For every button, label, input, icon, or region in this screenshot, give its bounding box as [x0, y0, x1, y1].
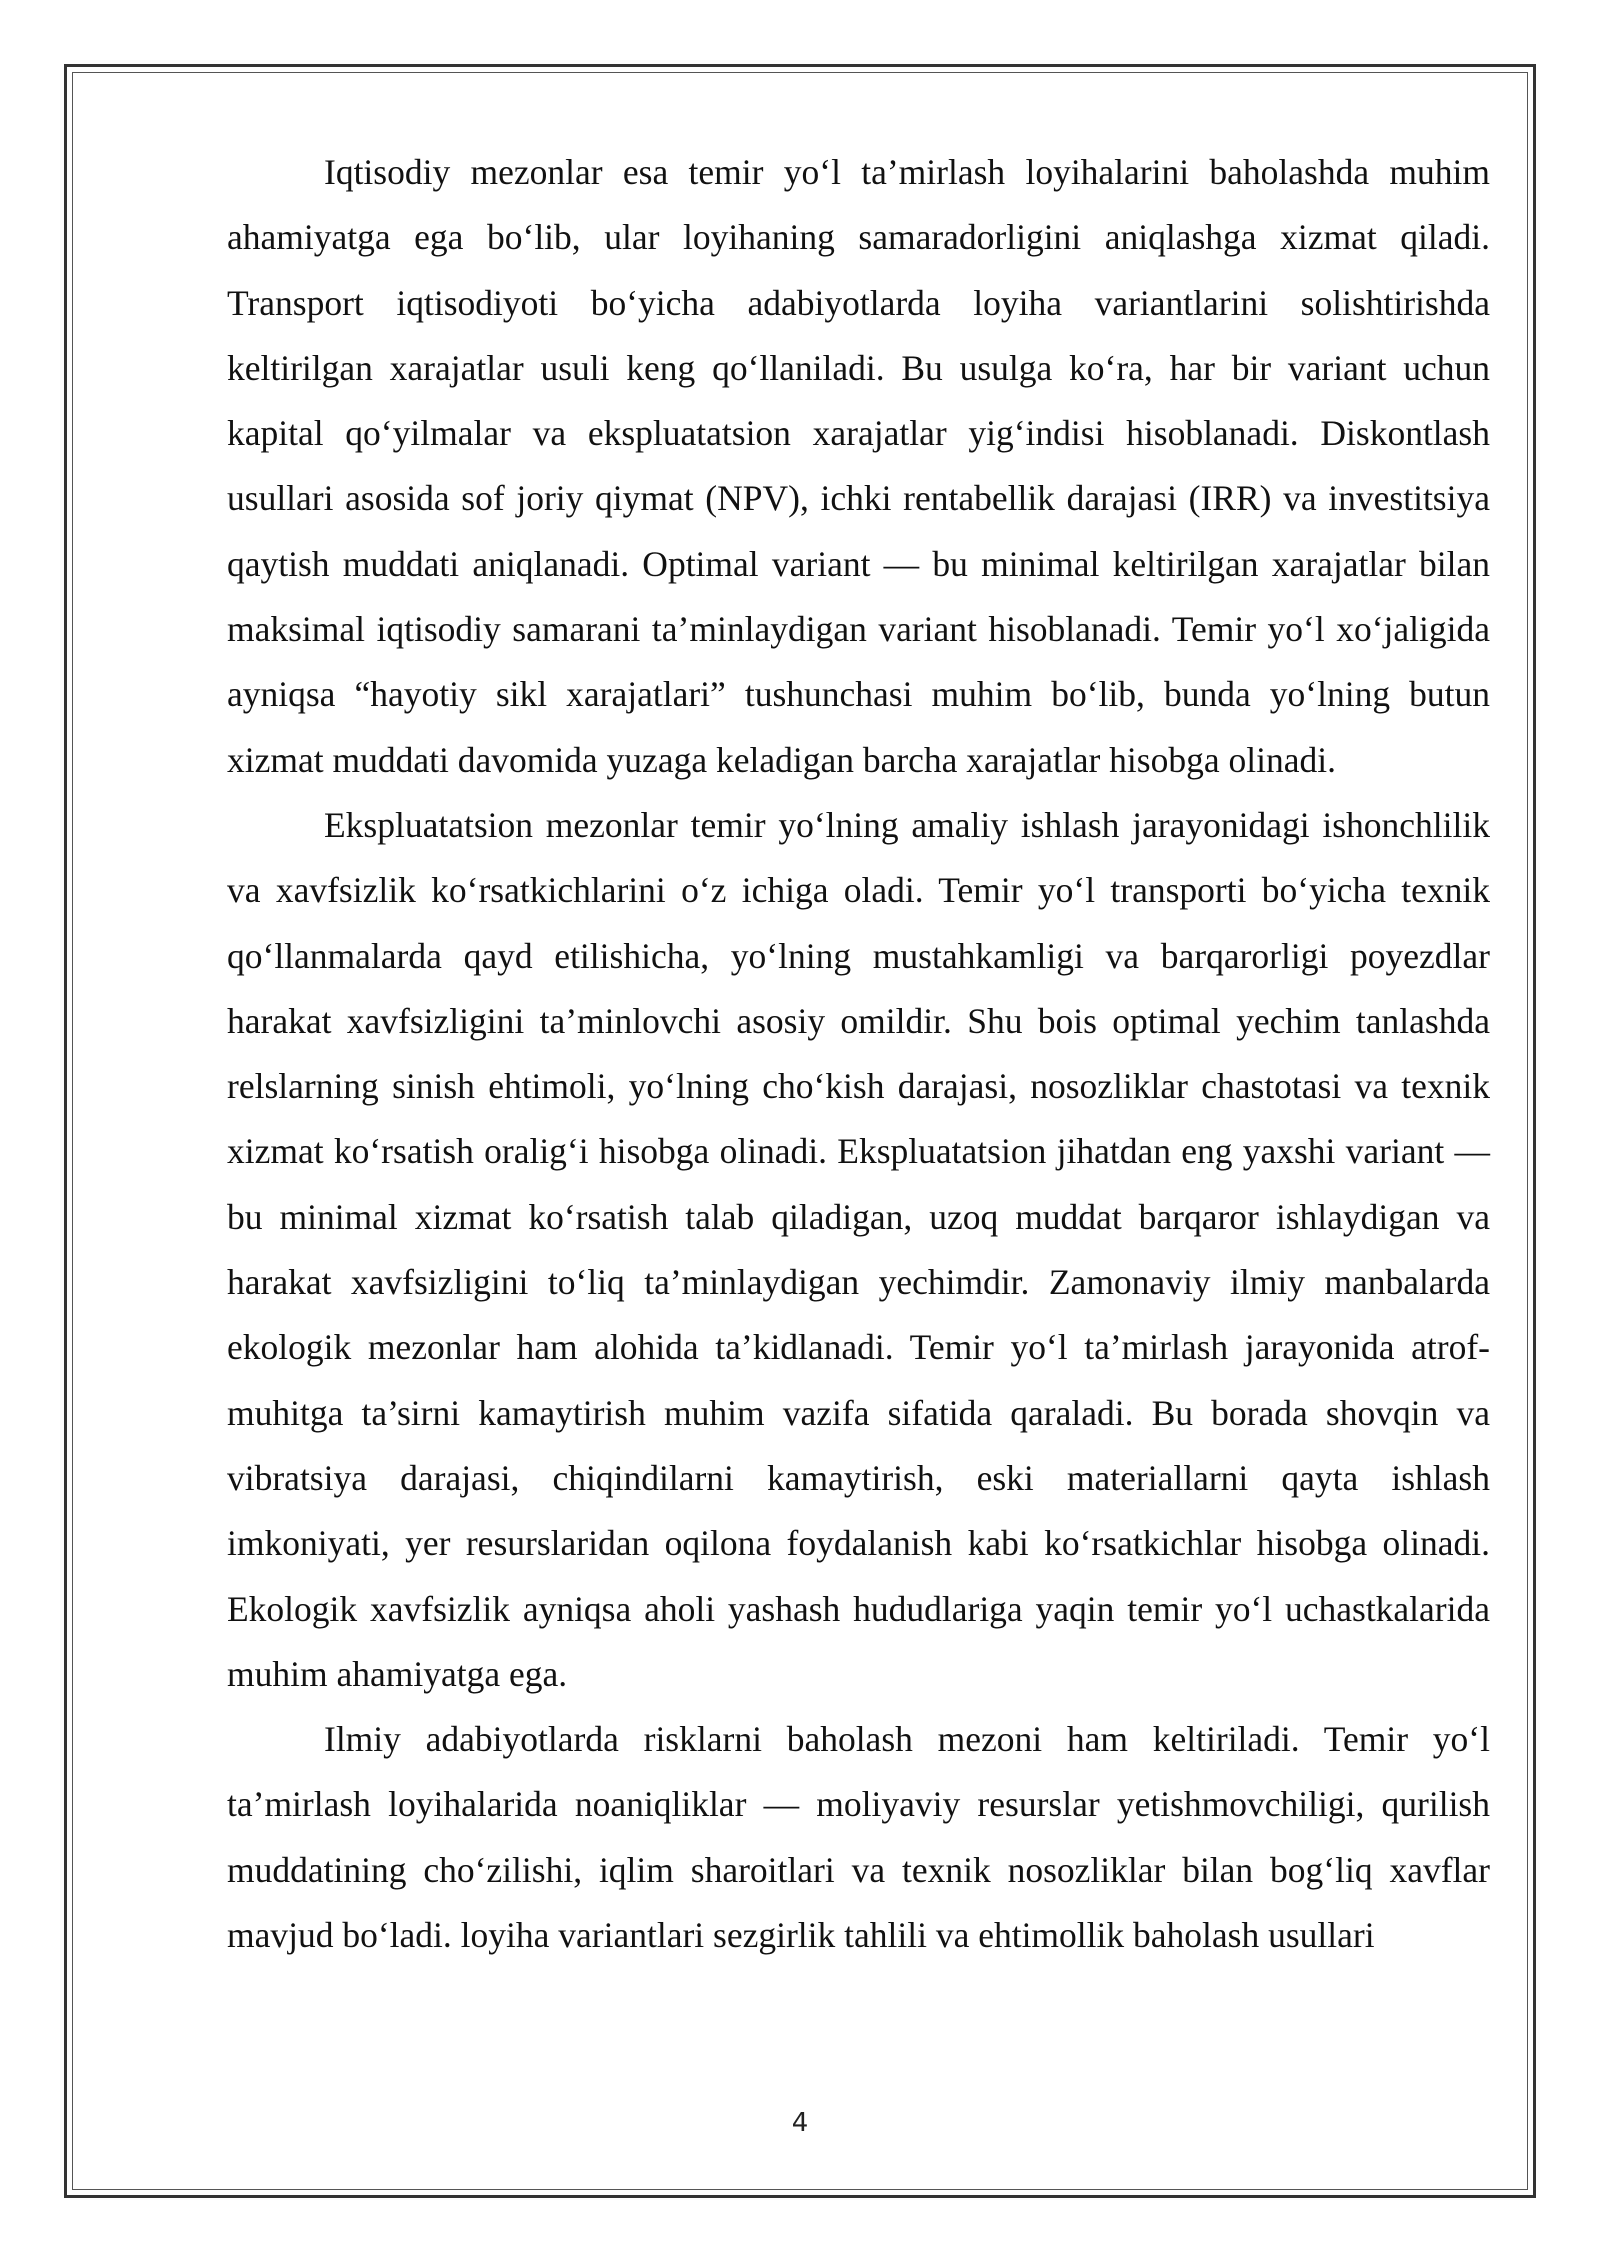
page-body: [227, 140, 1490, 1968]
paragraph-economic-criteria: Iqtisodiy mezonlar esa temir yo‘l ta’mirlash loyihalarini baholashda muhim ahamiyatga ega bo‘lib, ular loyihaning samaradorligini aniqlashga xizmat qiladi. Transport iqtisodiyoti bo‘yicha adabiyotlarda loyiha variantlarini solishtirishda keltirilgan xarajatlar usuli keng qo‘llaniladi. Bu usulga ko‘ra, har bir variant uchun kapital qo‘yilmalar va ekspluatatsion xarajatlar yig‘indisi hisoblanadi. Diskontlash usullari asosida sof joriy qiymat (NPV), ichki rentabellik darajasi (IRR) va investitsiya qaytish muddati aniqlanadi. Optimal variant — bu minimal keltirilgan xarajatlar bilan maksimal iqtisodiy samarani ta’minlaydigan variant hisoblanadi. Temir yo‘l xo‘jaligida ayniqsa “hayotiy sikl xarajatlari” tushunchasi muhim bo‘lib, bunda yo‘lning butun xizmat muddati davomida yuzaga keladigan barcha xarajatlar hisobga olinadi.: [227, 152, 1490, 780]
page-number: 4: [791, 2108, 809, 2138]
paragraph-risk-assessment: Ilmiy adabiyotlarda risklarni baholash mezoni ham keltiriladi. Temir yo‘l ta’mirlash loyihalarida noaniqliklar — moliyaviy resurslar yetishmovchiligi, qurilish muddatining cho‘zilishi, iqlim sharoitlari va texnik nosozliklar bilan bog‘liq xavflar mavjud bo‘ladi. loyiha variantlari sezgirlik tahlili va ehtimollik baholash usullari: [227, 1719, 1490, 1956]
paragraph-operational-criteria: Ekspluatatsion mezonlar temir yo‘lning amaliy ishlash jarayonidagi ishonchlilik va xavfsizlik ko‘rsatkichlarini o‘z ichiga oladi. Temir yo‘l transporti bo‘yicha texnik qo‘llanmalarda qayd etilishicha, yo‘lning mustahkamligi va barqarorligi poyezdlar harakat xavfsizligini ta’minlovchi asosiy omildir. Shu bois optimal yechim tanlashda relslarning sinish ehtimoli, yo‘lning cho‘kish darajasi, nosozliklar chastotasi va texnik xizmat ko‘rsatish oralig‘i hisobga olinadi. Ekspluatatsion jihatdan eng yaxshi variant — bu minimal xizmat ko‘rsatish talab qiladigan, uzoq muddat barqaror ishlaydigan va harakat xavfsizligini to‘liq ta’minlaydigan yechimdir. Zamonaviy ilmiy manbalarda ekologik mezonlar ham alohida ta’kidlanadi. Temir yo‘l ta’mirlash jarayonida atrof-muhitga ta’sirni kamaytirish muhim vazifa sifatida qaraladi. Bu borada shovqin va vibratsiya darajasi, chiqindilarni kamaytirish, eski materiallarni qayta ishlash imkoniyati, yer resurslaridan oqilona foydalanish kabi ko‘rsatkichlar hisobga olinadi. Ekologik xavfsizlik ayniqsa aholi yashash hududlariga yaqin temir yo‘l uchastkalarida muhim ahamiyatga ega.: [227, 804, 1490, 1694]
